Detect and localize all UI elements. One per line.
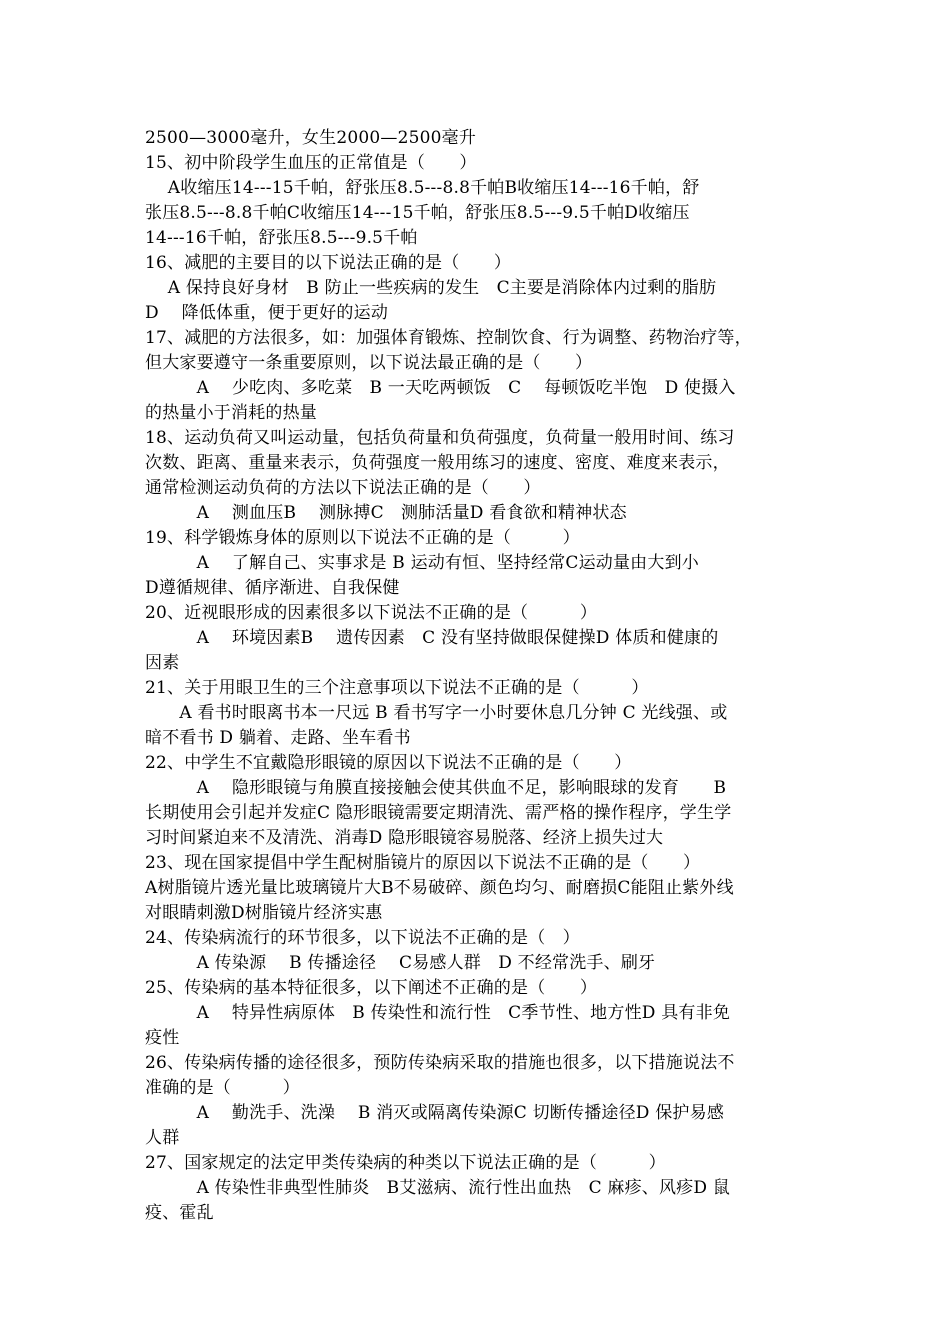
question-15: 15、初中阶段学生血压的正常值是（ ） bbox=[145, 153, 477, 173]
text-line: A 测血压B 测脉搏C 测肺活量D 看食欲和精神状态 bbox=[145, 503, 627, 523]
text-line: A 特异性病原体 B 传染性和流行性 C季节性、地方性D 具有非免 bbox=[145, 1003, 731, 1023]
question-23: 23、现在国家提倡中学生配树脂镜片的原因以下说法不正确的是（ ） bbox=[145, 853, 701, 873]
question-27: 27、国家规定的法定甲类传染病的种类以下说法正确的是（ ） bbox=[145, 1153, 666, 1173]
text-line: A收缩压14---15千帕，舒张压8.5---8.8千帕B收缩压14---16千帕，舒 bbox=[145, 178, 700, 198]
text-line: 14---16千帕，舒张压8.5---9.5千帕 bbox=[145, 228, 418, 248]
question-26: 26、传染病传播的途径很多，预防传染病采取的措施也很多，以下措施说法不 bbox=[145, 1053, 735, 1073]
text-line: 暗不看书 D 躺着、走路、坐车看书 bbox=[145, 728, 411, 748]
text-line: A树脂镜片透光量比玻璃镜片大B不易破碎、颜色均匀、耐磨损C能阻止紫外线 bbox=[145, 878, 734, 898]
question-20: 20、近视眼形成的因素很多以下说法不正确的是（ ） bbox=[145, 603, 598, 623]
question-22: 22、中学生不宜戴隐形眼镜的原因以下说法不正确的是（ ） bbox=[145, 753, 632, 773]
text-line: D遵循规律、循序渐进、自我保健 bbox=[145, 578, 400, 598]
text-line: A 传染源 B 传播途径 C易感人群 D 不经常洗手、刷牙 bbox=[145, 953, 656, 973]
question-16: 16、减肥的主要目的以下说法正确的是（ ） bbox=[145, 253, 512, 273]
text-line: A 了解自己、实事求是 B 运动有恒、坚持经常C运动量由大到小 bbox=[145, 553, 699, 573]
text-line: 人群 bbox=[145, 1128, 180, 1148]
text-line: 但大家要遵守一条重要原则，以下说法最正确的是（ ） bbox=[145, 353, 593, 373]
text-line: 疫性 bbox=[145, 1028, 180, 1048]
text-line: 对眼睛刺激D树脂镜片经济实惠 bbox=[145, 903, 383, 923]
text-line: A 传染性非典型性肺炎 B艾滋病、流行性出血热 C 麻疹、风疹D 鼠 bbox=[145, 1178, 731, 1198]
question-18: 18、运动负荷又叫运动量，包括负荷量和负荷强度，负荷量一般用时间、练习 bbox=[145, 428, 735, 448]
text-line: 的热量小于消耗的热量 bbox=[145, 403, 317, 423]
text-line: 准确的是（ ） bbox=[145, 1078, 300, 1098]
text-line: 因素 bbox=[145, 653, 180, 673]
text-line: A 看书时眼离书本一尺远 B 看书写字一小时要休息几分钟 C 光线强、或 bbox=[145, 703, 728, 723]
text-line: D 降低体重，便于更好的运动 bbox=[145, 303, 389, 323]
question-25: 25、传染病的基本特征很多，以下阐述不正确的是（ ） bbox=[145, 978, 598, 998]
text-line: A 少吃肉、多吃菜 B 一天吃两顿饭 C 每顿饭吃半饱 D 使摄入 bbox=[145, 378, 736, 398]
text-line: 张压8.5---8.8千帕C收缩压14---15千帕，舒张压8.5---9.5千帕D收缩压 bbox=[145, 203, 690, 223]
text-line: 习时间紧迫来不及清洗、消毒D 隐形眼镜容易脱落、经济上损失过大 bbox=[145, 828, 664, 848]
text-line: 2500—3000毫升，女生2000—2500毫升 bbox=[145, 128, 477, 148]
text-line: A 环境因素B 遗传因素 C 没有坚持做眼保健操D 体质和健康的 bbox=[145, 628, 719, 648]
question-24: 24、传染病流行的环节很多，以下说法不正确的是（ ） bbox=[145, 928, 580, 948]
text-line: 通常检测运动负荷的方法以下说法正确的是（ ） bbox=[145, 478, 541, 498]
question-19: 19、科学锻炼身体的原则以下说法不正确的是（ ） bbox=[145, 528, 580, 548]
text-line: 疫、霍乱 bbox=[145, 1203, 214, 1223]
text-line: 长期使用会引起并发症C 隐形眼镜需要定期清洗、需严格的操作程序，学生学 bbox=[145, 803, 732, 823]
text-line: A 勤洗手、洗澡 B 消灭或隔离传染源C 切断传播途径D 保护易感 bbox=[145, 1103, 725, 1123]
question-17: 17、减肥的方法很多，如：加强体育锻炼、控制饮食、行为调整、药物治疗等， bbox=[145, 328, 752, 348]
text-line: A 隐形眼镜与角膜直接接触会使其供血不足，影响眼球的发育 B bbox=[145, 778, 727, 798]
text-line: 次数、距离、重量来表示，负荷强度一般用练习的速度、密度、难度来表示， bbox=[145, 453, 730, 473]
question-21: 21、关于用眼卫生的三个注意事项以下说法不正确的是（ ） bbox=[145, 678, 649, 698]
text-line: A 保持良好身材 B 防止一些疾病的发生 C主要是消除体内过剩的脂肪 bbox=[145, 278, 717, 298]
